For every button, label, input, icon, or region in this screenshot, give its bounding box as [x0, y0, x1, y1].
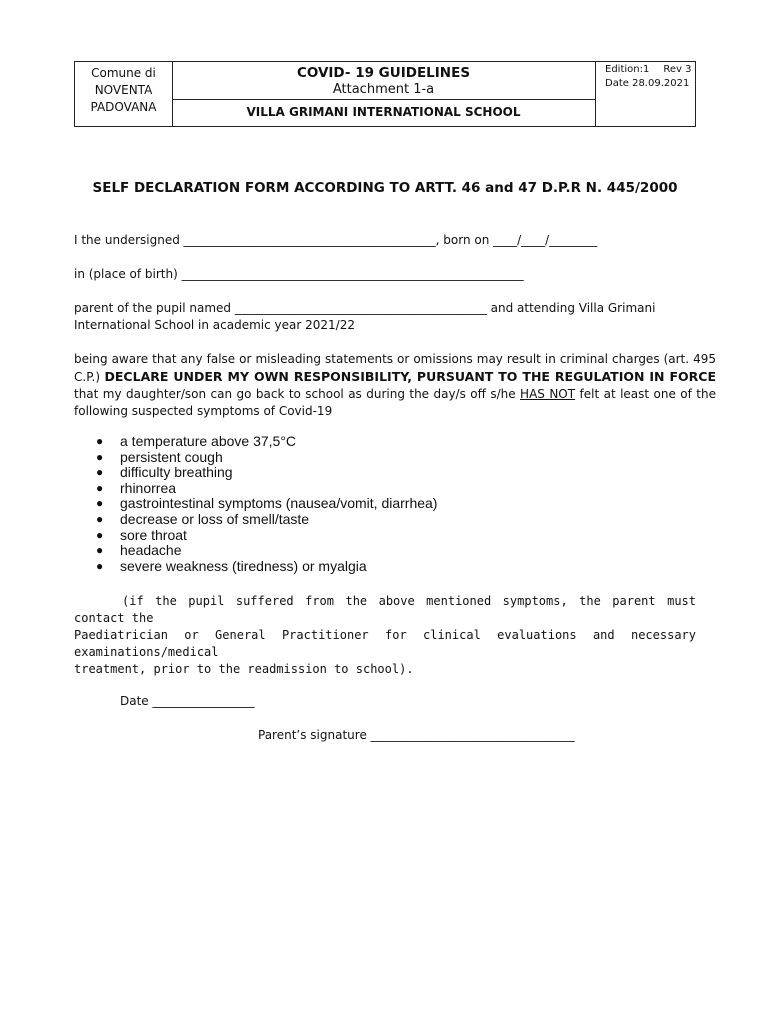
undersigned-field[interactable]: I the undersigned __________________________________________, born on ____/____/________: [74, 233, 598, 247]
symptom-label: severe weakness (tiredness) or myalgia: [120, 557, 367, 574]
symptom-label: decrease or loss of smell/taste: [120, 510, 310, 527]
header-table: [74, 61, 696, 127]
list-item: [96, 450, 437, 466]
note-line: Paediatrician or General Practitioner for clinical evaluations and necessary examinations/medical: [74, 628, 696, 659]
bullet-icon: ●: [96, 511, 104, 526]
bullet-icon: ●: [96, 480, 104, 495]
list-item: [96, 559, 437, 575]
edition-info: [605, 63, 691, 91]
declaration-continuation: that my daughter/son can go back to school as during the day/s off s/he: [74, 387, 516, 401]
bullet-icon: ●: [96, 527, 104, 542]
has-not-text: HAS NOT: [520, 387, 576, 401]
list-item: [96, 465, 437, 481]
symptom-label: a temperature above 37,5°C: [120, 433, 297, 449]
symptom-label: sore throat: [120, 526, 187, 543]
parent-signature-field[interactable]: Parent’s signature __________________________________: [258, 728, 575, 742]
edition-date: Date 28.09.2021: [605, 78, 690, 89]
municipality-line: Comune di: [91, 66, 156, 80]
symptom-label: rhinorrea: [120, 479, 177, 496]
declaration-intro: being aware that any false or misleading statements or omissions may result in criminal charges (art. 495 C.P.): [74, 352, 716, 384]
symptom-label: gastrointestinal symptoms (nausea/vomit, diarrhea): [120, 495, 438, 512]
symptom-label: persistent cough: [120, 448, 223, 465]
municipality-line: NOVENTA: [94, 83, 153, 97]
symptom-list: [96, 434, 437, 574]
symptom-label: headache: [120, 542, 182, 559]
header-divider: [595, 62, 596, 126]
revision-number: Rev 3: [663, 64, 692, 75]
symptom-label: difficulty breathing: [120, 464, 233, 481]
bullet-icon: ●: [96, 543, 104, 558]
list-item: [96, 512, 437, 528]
list-item: [96, 528, 437, 544]
birthplace-field[interactable]: in (place of birth) _________________________________________________________: [74, 267, 524, 281]
bullet-icon: ●: [96, 465, 104, 480]
note-line: treatment, prior to the readmission to school).: [74, 662, 414, 676]
bullet-icon: ●: [96, 496, 104, 511]
list-item: [96, 434, 437, 450]
attachment-label: Attachment 1-a: [332, 82, 435, 97]
pupil-name-field[interactable]: parent of the pupil named __________________________________________ and attending Villa Grimani: [74, 301, 656, 315]
bullet-icon: ●: [96, 449, 104, 464]
date-field[interactable]: Date _________________: [120, 694, 255, 708]
list-item: [96, 543, 437, 559]
declaration-ending: felt at least one of the following suspected symptoms of Covid-19: [74, 387, 716, 418]
municipality-line: PADOVANA: [90, 100, 157, 114]
list-item: [96, 496, 437, 512]
list-item: [96, 481, 437, 497]
school-name: VILLA GRIMANI INTERNATIONAL SCHOOL: [246, 105, 521, 119]
note-paragraph: [74, 593, 696, 678]
bullet-icon: ●: [96, 558, 104, 573]
declaration-paragraph: [74, 351, 716, 420]
guidelines-title: COVID- 19 GUIDELINES: [296, 65, 471, 81]
edition-number: Edition:1: [605, 64, 650, 75]
note-line: (if the pupil suffered from the above mentioned symptoms, the parent must contact the: [74, 594, 696, 625]
municipality-label: [75, 65, 172, 116]
bullet-icon: ●: [96, 434, 104, 448]
form-title: SELF DECLARATION FORM ACCORDING TO ARTT. 46 and 47 D.P.R N. 445/2000: [92, 180, 678, 196]
declaration-emphasis: DECLARE UNDER MY OWN RESPONSIBILITY, PURSUANT TO THE REGULATION IN FORCE: [104, 369, 716, 384]
header-divider: [172, 99, 595, 100]
academic-year-text: International School in academic year 2021/22: [74, 318, 355, 332]
